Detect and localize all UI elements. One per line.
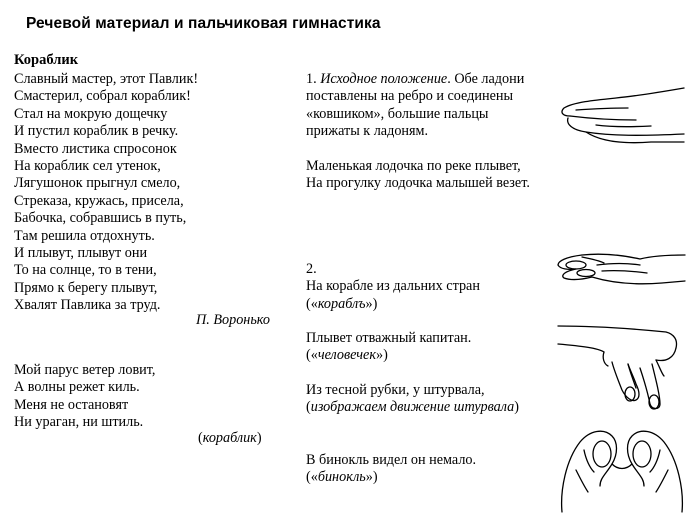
hands-ladle-icon [556,80,686,150]
poem-line: То на солнце, то в тени, [14,262,157,279]
poem-line: Стал на мокрую дощечку [14,105,168,122]
cabin-verse: Из тесной рубки, у штурвала, (изображаем движение штурвала) [306,382,519,416]
poem-stanza-2 [14,362,155,432]
poem-line: На кораблик сел утенок, [14,158,161,175]
binocular-verse: В бинокль видел он немало. («бинокль») [306,452,477,486]
poem-line: Славный мастер, этот Павлик! [14,71,199,87]
poem-author: П. Воронько [196,312,270,328]
poem-line: Прямо к берегу плывут, [14,279,158,296]
poem-line: Лягушонок прыгнул смело, [14,175,181,192]
poem-line: Вместо листика спросонок [14,140,177,157]
little-man-hand-icon [556,318,686,413]
poem-line: Бабочка, собравшись в путь, [14,210,187,227]
step-2-description: 2. На корабле из дальних стран («кораблъ») [306,261,480,312]
poem-line: Там решила отдохнуть. [14,227,155,244]
page-title: Речевой материал и пальчиковая гимнастика [26,15,381,32]
binocular-hands-icon [556,420,688,515]
hands-ship-icon [552,243,687,293]
poem-title: Кораблик [14,52,79,68]
step-1-description: 1. Исходное положение. Обе ладони поставлены на ребро и соединены «ковшиком», большие пальцы прижаты к ладоням. [306,71,525,140]
poem-line: И плывут, плывут они [14,245,148,262]
poem-line: Мой парус ветер ловит, [14,362,156,378]
captain-verse: Плывет отважный капитан. («человечек») [306,330,472,364]
poem-line: Меня не остановят [14,396,129,413]
poem-stanza-1 [14,71,198,315]
stanza-2-tag: (кораблик) [198,430,262,446]
poem-line: Хвалят Павлика за труд. [14,297,161,314]
poem-line: И пустил кораблик в речку. [14,123,179,140]
poem-line: Смастерил, собрал кораблик! [14,88,191,105]
boat-verse: Маленькая лодочка по реке плывет, На прогулку лодочка малышей везет. [306,158,530,192]
poem-line: Стреказа, кружась, присела, [14,192,184,209]
poem-line: А волны режет киль. [14,379,140,396]
poem-line: Ни ураган, ни штиль. [14,414,144,431]
